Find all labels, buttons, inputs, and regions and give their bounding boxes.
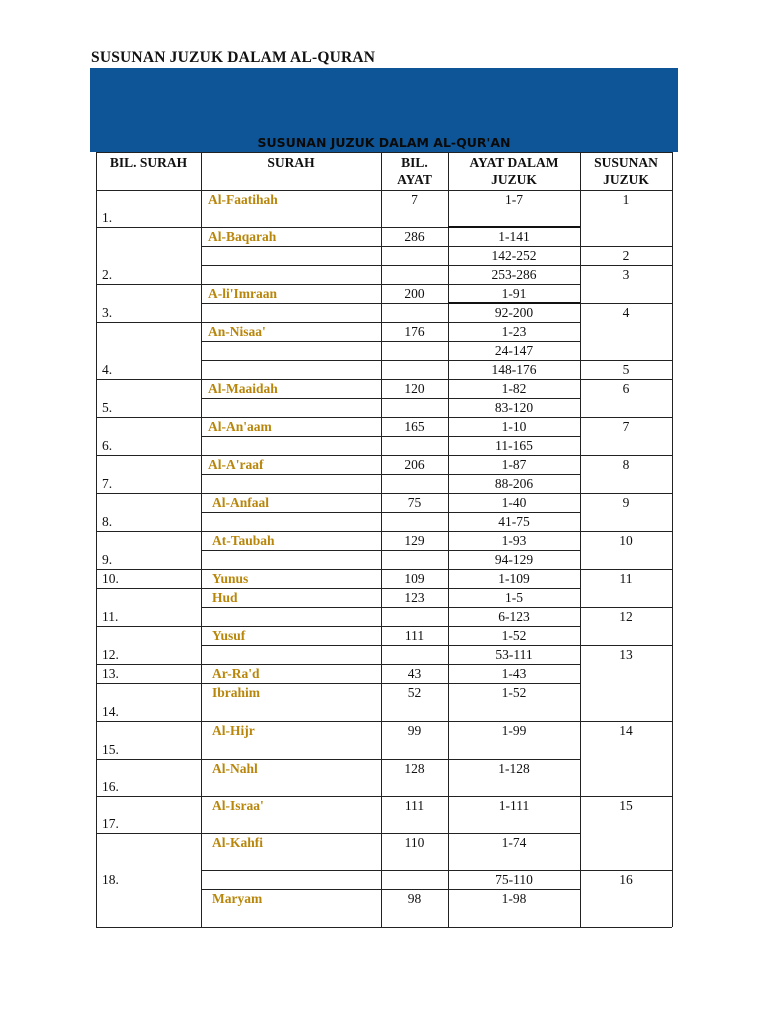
row-border — [201, 246, 448, 247]
row-border — [201, 265, 448, 266]
row-border — [201, 796, 448, 797]
row-border — [96, 322, 201, 323]
header-bottom-border — [96, 190, 672, 191]
surah-number: 4. — [102, 362, 113, 377]
ayat-range: 1-52 — [501, 685, 527, 700]
surah-name: At-Taubah — [212, 533, 275, 548]
row-border — [580, 607, 672, 608]
ayat-count: 110 — [404, 835, 425, 850]
ayat-count: 286 — [404, 229, 425, 244]
ayat-range: 88-206 — [494, 476, 534, 491]
ayat-count: 98 — [407, 891, 422, 906]
ayat-range: 1-98 — [501, 891, 527, 906]
row-border — [201, 436, 448, 437]
surah-number: 17. — [102, 816, 119, 831]
row-border — [96, 664, 201, 665]
table-bottom-border — [96, 927, 672, 928]
table-top-border — [96, 152, 672, 153]
row-border — [96, 588, 201, 589]
row-border — [201, 759, 448, 760]
row-border — [448, 607, 580, 608]
header-susunan-juzuk: SUSUNAN — [594, 155, 658, 170]
juzuk-number: 4 — [622, 305, 630, 320]
surah-name: Hud — [212, 590, 238, 605]
surah-number: 13. — [102, 666, 119, 681]
ayat-range: 41-75 — [498, 514, 530, 529]
row-border — [448, 664, 580, 665]
row-border — [448, 246, 580, 247]
surah-name: Al-Hijr — [212, 723, 255, 738]
row-border — [580, 493, 672, 494]
ayat-range: 75-110 — [495, 872, 533, 887]
row-border — [580, 645, 672, 646]
ayat-range: 1-82 — [501, 381, 527, 396]
header-susunan-juzuk: JUZUK — [603, 172, 649, 187]
row-border — [201, 417, 448, 418]
row-border — [201, 626, 448, 627]
row-border — [201, 645, 448, 646]
header-bil-ayat: BIL. — [401, 155, 428, 170]
surah-number: 18. — [102, 872, 119, 887]
column-border — [672, 152, 673, 927]
row-border — [580, 379, 672, 380]
row-border — [201, 889, 448, 890]
row-border — [580, 569, 672, 570]
surah-name: Al-Kahfi — [212, 835, 264, 850]
row-border — [448, 284, 580, 285]
row-border — [448, 493, 580, 494]
surah-name: Al-Baqarah — [208, 229, 277, 244]
row-border — [96, 493, 201, 494]
row-border — [448, 721, 580, 722]
juzuk-number: 12 — [619, 609, 633, 624]
ayat-count: 206 — [404, 457, 425, 472]
ayat-count: 7 — [411, 192, 418, 207]
document-title: SUSUNAN JUZUK DALAM AL-QURAN — [91, 49, 376, 66]
row-border — [96, 796, 201, 797]
surah-name: Yunus — [212, 571, 249, 586]
ayat-range: 1-99 — [501, 723, 527, 738]
juzuk-number: 16 — [619, 872, 633, 887]
row-border — [580, 303, 672, 304]
row-border — [96, 683, 201, 684]
row-border — [448, 436, 580, 437]
table-title: SUSUNAN JUZUK DALAM AL-QUR'AN — [257, 135, 511, 150]
surah-name: An-Nisaa' — [208, 324, 266, 339]
juzuk-number: 5 — [622, 362, 630, 377]
ayat-count: 99 — [407, 723, 422, 738]
surah-name: Al-Maaidah — [208, 381, 278, 396]
row-border — [201, 474, 448, 475]
ayat-range: 1-109 — [498, 571, 530, 586]
surah-number: 15. — [102, 742, 119, 757]
row-border — [448, 626, 580, 627]
row-border — [201, 284, 448, 285]
ayat-count: 176 — [404, 324, 425, 339]
ayat-range: 148-176 — [491, 362, 537, 377]
row-border — [448, 417, 580, 418]
juzuk-number: 1 — [622, 192, 630, 207]
row-border — [580, 265, 672, 266]
row-border — [448, 265, 580, 266]
surah-number: 7. — [102, 476, 113, 491]
row-border-heavy — [448, 302, 580, 304]
row-border — [201, 569, 448, 570]
surah-name: Yusuf — [212, 628, 246, 643]
row-border — [580, 870, 672, 871]
ayat-count: 75 — [407, 495, 422, 510]
surah-name: Al-A'raaf — [208, 457, 264, 472]
ayat-range: 1-87 — [501, 457, 527, 472]
row-border — [580, 796, 672, 797]
row-border-heavy — [448, 226, 580, 228]
row-border — [201, 721, 448, 722]
surah-name: Ar-Ra'd — [212, 666, 260, 681]
row-border — [580, 455, 672, 456]
row-border — [448, 341, 580, 342]
juzuk-number: 10 — [619, 533, 633, 548]
header-surah: SURAH — [267, 155, 315, 170]
row-border — [201, 322, 448, 323]
row-border — [580, 531, 672, 532]
row-border — [201, 607, 448, 608]
ayat-range: 24-147 — [494, 343, 534, 358]
ayat-range: 1-7 — [505, 192, 523, 207]
surah-number: 12. — [102, 647, 119, 662]
juzuk-number: 8 — [622, 457, 630, 472]
row-border — [580, 417, 672, 418]
surah-name: Maryam — [212, 891, 263, 906]
surah-number: 10. — [102, 571, 119, 586]
ayat-count: 123 — [404, 590, 425, 605]
row-border — [448, 360, 580, 361]
ayat-range: 1-74 — [501, 835, 527, 850]
ayat-range: 1-23 — [501, 324, 527, 339]
row-border — [448, 889, 580, 890]
surah-number: 9. — [102, 552, 113, 567]
surah-number: 8. — [102, 514, 113, 529]
row-border — [96, 455, 201, 456]
surah-number: 3. — [102, 305, 113, 320]
row-border — [448, 796, 580, 797]
surah-name: Al-Nahl — [212, 761, 258, 776]
row-border — [448, 474, 580, 475]
row-border — [448, 645, 580, 646]
row-border — [201, 512, 448, 513]
ayat-range: 1-91 — [501, 286, 527, 301]
ayat-range: 1-52 — [501, 628, 527, 643]
row-border — [201, 455, 448, 456]
row-border — [201, 664, 448, 665]
row-border — [96, 379, 201, 380]
row-border — [96, 759, 201, 760]
row-border — [448, 512, 580, 513]
row-border — [448, 398, 580, 399]
surah-number: 2. — [102, 267, 113, 282]
row-border — [448, 569, 580, 570]
row-border — [96, 417, 201, 418]
row-border — [448, 531, 580, 532]
surah-number: 14. — [102, 704, 119, 719]
row-border — [580, 246, 672, 247]
row-border — [96, 626, 201, 627]
row-border — [580, 360, 672, 361]
ayat-range: 1-93 — [501, 533, 527, 548]
ayat-count: 200 — [404, 286, 425, 301]
surah-name: Al-Israa' — [212, 798, 264, 813]
surah-number: 11. — [102, 609, 119, 624]
header-ayat-dalam-juzuk: AYAT DALAM — [469, 155, 559, 170]
row-border — [201, 341, 448, 342]
ayat-range: 1-40 — [501, 495, 527, 510]
row-border — [96, 531, 201, 532]
row-border — [448, 322, 580, 323]
row-border — [96, 833, 201, 834]
row-border — [201, 227, 448, 228]
juzuk-number: 15 — [619, 798, 633, 813]
ayat-count: 128 — [404, 761, 425, 776]
row-border — [201, 360, 448, 361]
ayat-count: 43 — [407, 666, 422, 681]
juzuk-number: 11 — [619, 571, 633, 586]
row-border — [448, 588, 580, 589]
juzuk-number: 2 — [622, 248, 630, 263]
ayat-range: 6-123 — [498, 609, 530, 624]
row-border — [201, 379, 448, 380]
row-border — [201, 550, 448, 551]
ayat-range: 142-252 — [491, 248, 537, 263]
row-border — [448, 870, 580, 871]
juzuk-number: 9 — [622, 495, 630, 510]
juzuk-number: 14 — [619, 723, 633, 738]
ayat-range: 11-165 — [495, 438, 533, 453]
row-border — [448, 550, 580, 551]
ayat-range: 83-120 — [494, 400, 534, 415]
ayat-count: 111 — [404, 798, 425, 813]
ayat-range: 53-111 — [495, 647, 533, 662]
row-border — [448, 455, 580, 456]
row-border — [448, 833, 580, 834]
row-border — [201, 531, 448, 532]
row-border — [201, 493, 448, 494]
surah-name: Al-Anfaal — [212, 495, 269, 510]
ayat-count: 165 — [404, 419, 425, 434]
surah-name: A-li'Imraan — [208, 286, 277, 301]
row-border — [201, 303, 448, 304]
row-border — [448, 379, 580, 380]
surah-number: 6. — [102, 438, 113, 453]
ayat-count: 129 — [404, 533, 425, 548]
surah-name: Al-Faatihah — [208, 192, 278, 207]
ayat-count: 52 — [407, 685, 422, 700]
row-border — [201, 398, 448, 399]
header-bil-surah: BIL. SURAH — [109, 155, 188, 170]
ayat-range: 1-10 — [501, 419, 527, 434]
column-border — [96, 152, 97, 927]
surah-number: 1. — [102, 210, 113, 225]
row-border — [448, 683, 580, 684]
row-border — [96, 721, 201, 722]
juzuk-number: 6 — [622, 381, 630, 396]
ayat-range: 1-111 — [498, 798, 530, 813]
header-bil-ayat: AYAT — [397, 172, 432, 187]
row-border — [96, 569, 201, 570]
ayat-count: 111 — [404, 628, 425, 643]
ayat-range: 1-43 — [501, 666, 527, 681]
ayat-range: 1-141 — [498, 229, 530, 244]
column-border — [201, 152, 202, 927]
surah-number: 5. — [102, 400, 113, 415]
ayat-range: 94-129 — [494, 552, 534, 567]
header-ayat-dalam-juzuk: JUZUK — [491, 172, 537, 187]
ayat-range: 1-128 — [498, 761, 530, 776]
row-border — [96, 284, 201, 285]
ayat-range: 1-5 — [505, 590, 523, 605]
juzuk-number: 3 — [622, 267, 630, 282]
ayat-range: 92-200 — [494, 305, 534, 320]
surah-number: 16. — [102, 779, 119, 794]
row-border — [201, 833, 448, 834]
ayat-count: 120 — [404, 381, 425, 396]
surah-name: Ibrahim — [212, 685, 261, 700]
ayat-range: 253-286 — [491, 267, 537, 282]
row-border — [580, 721, 672, 722]
juzuk-number: 7 — [622, 419, 630, 434]
ayat-count: 109 — [404, 571, 425, 586]
row-border — [448, 759, 580, 760]
row-border — [201, 683, 448, 684]
row-border — [201, 870, 448, 871]
row-border — [96, 227, 201, 228]
juzuk-number: 13 — [619, 647, 633, 662]
surah-name: Al-An'aam — [208, 419, 272, 434]
row-border — [201, 588, 448, 589]
